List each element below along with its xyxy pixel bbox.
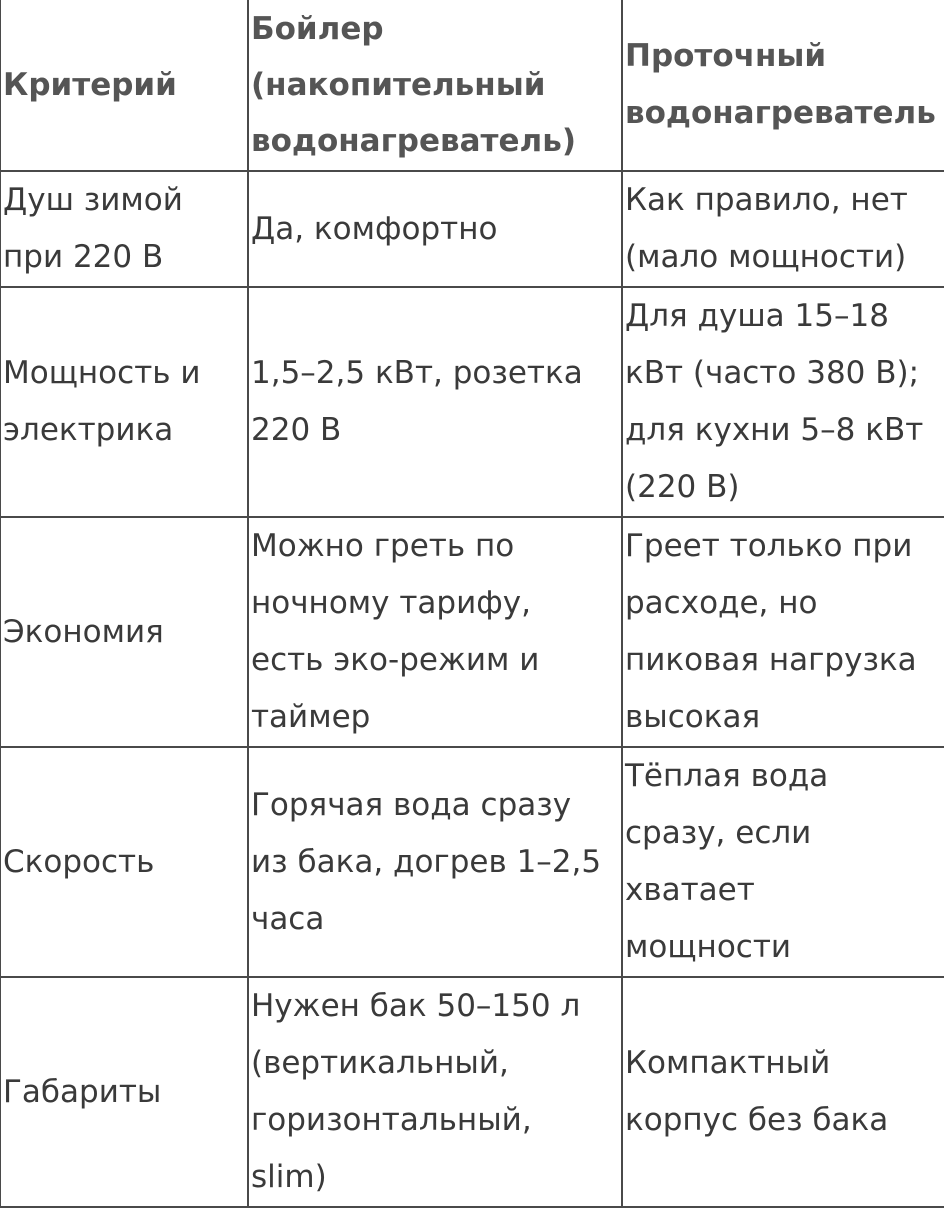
- cell-flow: [622, 517, 944, 747]
- table-row: [0, 747, 944, 977]
- header-boiler-line: Бойлер: [251, 11, 384, 47]
- cell-line: Да, комфортно: [251, 210, 498, 247]
- cell-line: Тёплая вода: [625, 758, 829, 794]
- cell-line: для кухни 5–8 кВт: [625, 412, 924, 448]
- cell-line: есть эко-режим и: [251, 642, 540, 678]
- cell-line: горизонтальный,: [251, 1102, 532, 1138]
- header-boiler-line: водонагреватель): [251, 123, 577, 159]
- cell-line: Греет только при: [625, 528, 913, 564]
- cell-boiler: [248, 977, 622, 1207]
- cell-line: часа: [251, 900, 325, 937]
- cell-boiler: [248, 747, 622, 977]
- cell-line: из бака, догрев 1–2,5: [251, 843, 602, 880]
- header-boiler: [248, 0, 622, 171]
- cell-boiler: [248, 287, 622, 517]
- cell-line: хватает: [625, 872, 755, 908]
- cell-line: высокая: [625, 699, 761, 735]
- cell-boiler: [248, 517, 622, 747]
- header-criterion: [0, 0, 248, 171]
- cell-line: Габариты: [3, 1073, 162, 1110]
- header-row: [0, 0, 944, 171]
- cell-line: slim): [251, 1159, 327, 1195]
- cell-line: Для душа 15–18: [625, 298, 889, 334]
- cell-flow: [622, 977, 944, 1207]
- table-row: [0, 171, 944, 287]
- cell-line: электрика: [3, 412, 174, 448]
- cell-criterion: [0, 517, 248, 747]
- cell-flow: [622, 747, 944, 977]
- cell-line: Можно греть по: [251, 528, 515, 564]
- cell-line: мощности: [625, 929, 792, 965]
- cell-criterion: [0, 287, 248, 517]
- cell-criterion: [0, 747, 248, 977]
- cell-line: Экономия: [3, 613, 164, 650]
- cell-flow: [622, 287, 944, 517]
- cell-line: Компактный: [625, 1045, 831, 1081]
- cell-line: (220 В): [625, 469, 740, 505]
- cell-boiler: [248, 171, 622, 287]
- cell-line: кВт (часто 380 В);: [625, 355, 920, 391]
- header-boiler-line: (накопительный: [251, 67, 546, 103]
- cell-line: Мощность и: [3, 355, 201, 391]
- cell-line: Нужен бак 50–150 л: [251, 988, 581, 1024]
- cell-line: Душ зимой: [3, 182, 183, 218]
- cell-line: Как правило, нет: [625, 182, 908, 218]
- cell-line: (вертикальный,: [251, 1045, 509, 1081]
- cell-line: Горячая вода сразу: [251, 786, 572, 823]
- cell-line: (мало мощности): [625, 239, 907, 275]
- table-row: [0, 977, 944, 1207]
- table-row: [0, 517, 944, 747]
- cell-line: при 220 В: [3, 239, 164, 275]
- header-flow-line: Проточный: [625, 38, 827, 74]
- header-flow: [622, 0, 944, 171]
- cell-line: таймер: [251, 699, 371, 735]
- table-row: [0, 287, 944, 517]
- header-criterion-line: Критерий: [3, 66, 177, 103]
- cell-line: ночному тарифу,: [251, 585, 531, 621]
- cell-criterion: [0, 171, 248, 287]
- cell-line: корпус без бака: [625, 1102, 889, 1138]
- cell-flow: [622, 171, 944, 287]
- cell-line: 220 В: [251, 412, 342, 448]
- cell-criterion: [0, 977, 248, 1207]
- cell-line: сразу, если: [625, 815, 812, 851]
- cell-line: пиковая нагрузка: [625, 642, 917, 678]
- header-flow-line: водонагреватель: [625, 95, 936, 131]
- cell-line: Скорость: [3, 843, 155, 880]
- cell-line: 1,5–2,5 кВт, розетка: [251, 355, 583, 391]
- cell-line: расходе, но: [625, 585, 818, 621]
